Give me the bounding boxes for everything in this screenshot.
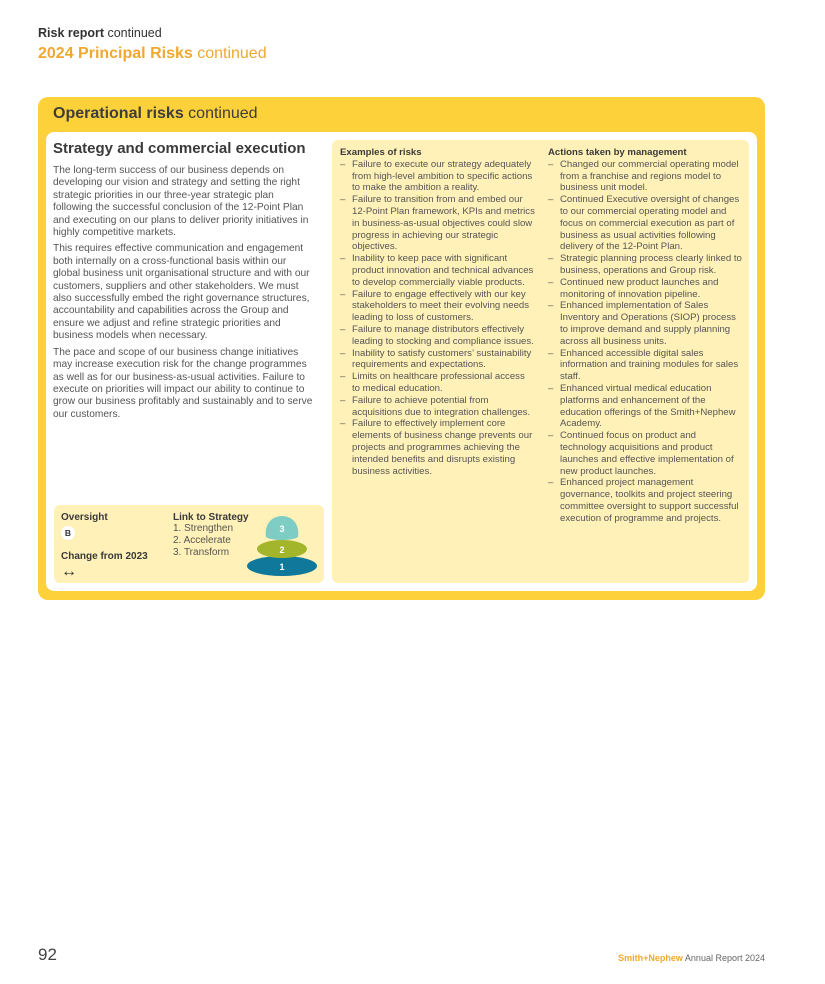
- panel-title-rest: continued: [183, 105, 258, 122]
- examples-heading: Examples of risks: [340, 147, 422, 158]
- page-number: 92: [38, 945, 57, 964]
- action-item: – Strategic planning process clearly linked to business, operations and Group risk.: [548, 253, 744, 277]
- actions-column: [548, 147, 744, 525]
- stone-1-number: 1: [279, 562, 285, 572]
- action-item: – Enhanced project management governance, toolkits and project steering committee oversight to support successful execution of programme and projects.: [548, 477, 744, 524]
- stone-3-number: 3: [279, 524, 285, 534]
- action-item: – Enhanced implementation of Sales Inventory and Operations (SIOP) process to improve demand and supply planning across all business units.: [548, 300, 744, 347]
- stone-2-number: 2: [279, 545, 285, 555]
- example-item: – Inability to keep pace with significant product innovation and technical advances to develop commercially viable products.: [340, 253, 535, 288]
- example-item: – Inability to satisfy customers’ sustainability requirements and expectations.: [340, 348, 535, 372]
- action-item: – Continued new product launches and monitoring of innovation pipeline.: [548, 277, 744, 301]
- strategy-item: 3. Transform: [173, 547, 230, 558]
- example-item: – Failure to manage distributors effectively leading to stocking and compliance issues.: [340, 324, 535, 348]
- action-item: – Enhanced accessible digital sales information and training modules for sales staff.: [548, 348, 744, 383]
- action-item: – Continued focus on product and technology acquisitions and product launches and effective implementation of new product launches.: [548, 430, 744, 477]
- section-header-rest: continued: [192, 45, 267, 62]
- risk-paragraph: The pace and scope of our business change initiatives may increase execution risk for the change programmes as well as for our business-as-usual activities. Failure to execute on priorities will impact our ability to continue to grow our business profitably and sustainably and to serve our customers.: [53, 346, 313, 420]
- risk-paragraph: This requires effective communication and engagement both internally on a cross-functional basis within our global business unit organisational structure and with our customers, suppliers and other stakeholders. We must also successfully embed the right governance structures, accountability and capabilities across the Group and ensure we adjust and refine strategic priorities and business models when necessary.: [53, 243, 310, 342]
- report-name: Annual Report 2024: [682, 953, 765, 963]
- stacked-stones-icon: [244, 510, 320, 578]
- double-arrow-icon: ↔: [61, 563, 77, 580]
- example-item: – Failure to transition from and embed our 12-Point Plan framework, KPIs and metrics in business-as-usual objectives could slow progress in achieving our strategic objectives.: [340, 194, 535, 253]
- running-header-rest: continued: [104, 26, 162, 40]
- example-item: – Failure to achieve potential from acquisitions due to integration challenges.: [340, 395, 535, 419]
- actions-list: [548, 159, 744, 525]
- oversight-label: Oversight: [61, 512, 108, 523]
- link-to-strategy-label: Link to Strategy: [173, 512, 249, 523]
- action-item: – Enhanced virtual medical education platforms and enhancement of the education offerings of the Smith+Nephew Academy.: [548, 383, 744, 430]
- change-label: Change from 2023: [61, 551, 148, 562]
- example-item: – Limits on healthcare professional access to medical education.: [340, 371, 535, 395]
- examples-list: [340, 159, 535, 478]
- footer-brand: [618, 953, 765, 963]
- section-header: [38, 45, 267, 63]
- running-header-bold: Risk report: [38, 26, 104, 40]
- strategy-item: 2. Accelerate: [173, 535, 231, 546]
- risk-card: [46, 132, 757, 591]
- actions-heading: Actions taken by management: [548, 147, 687, 158]
- examples-column: [340, 147, 535, 477]
- risk-paragraph: The long-term success of our business depends on developing our vision and strategy and setting the right strategic priorities in our three-year strategic plan following the successful conclusion of the 12-Point Plan and executing on our plans to deliver priority initiatives in highly competitive markets.: [53, 165, 309, 239]
- panel-title-bold: Operational risks: [53, 105, 184, 122]
- risk-title: Strategy and commercial execution: [53, 140, 306, 157]
- oversight-badge: B: [61, 526, 75, 540]
- strategy-list: [173, 523, 233, 559]
- strategy-item: 1. Strengthen: [173, 523, 234, 534]
- brand-name: Smith+Nephew: [618, 953, 683, 963]
- risks-and-actions-box: [332, 140, 749, 583]
- action-item: – Changed our commercial operating model from a franchise and regions model to business unit model.: [548, 159, 744, 194]
- example-item: – Failure to engage effectively with our key stakeholders to meet their evolving needs leading to loss of customers.: [340, 289, 535, 324]
- oversight-box: [54, 505, 324, 583]
- panel-title: [53, 105, 258, 123]
- risk-description: [53, 165, 316, 425]
- example-item: – Failure to effectively implement core elements of business change prevents our projects and programmes achieving the intended benefits and disrupts existing business activities.: [340, 418, 535, 477]
- running-header: [38, 26, 162, 40]
- operational-risks-panel: [38, 97, 765, 600]
- action-item: – Continued Executive oversight of changes to our commercial operating model and focus on commercial execution as part of business as usual activities following delivery of the 12-Point Plan.: [548, 194, 744, 253]
- example-item: – Failure to execute our strategy adequately from high-level ambition to specific actions to make the ambition a reality.: [340, 159, 535, 194]
- section-header-bold: 2024 Principal Risks: [38, 45, 193, 62]
